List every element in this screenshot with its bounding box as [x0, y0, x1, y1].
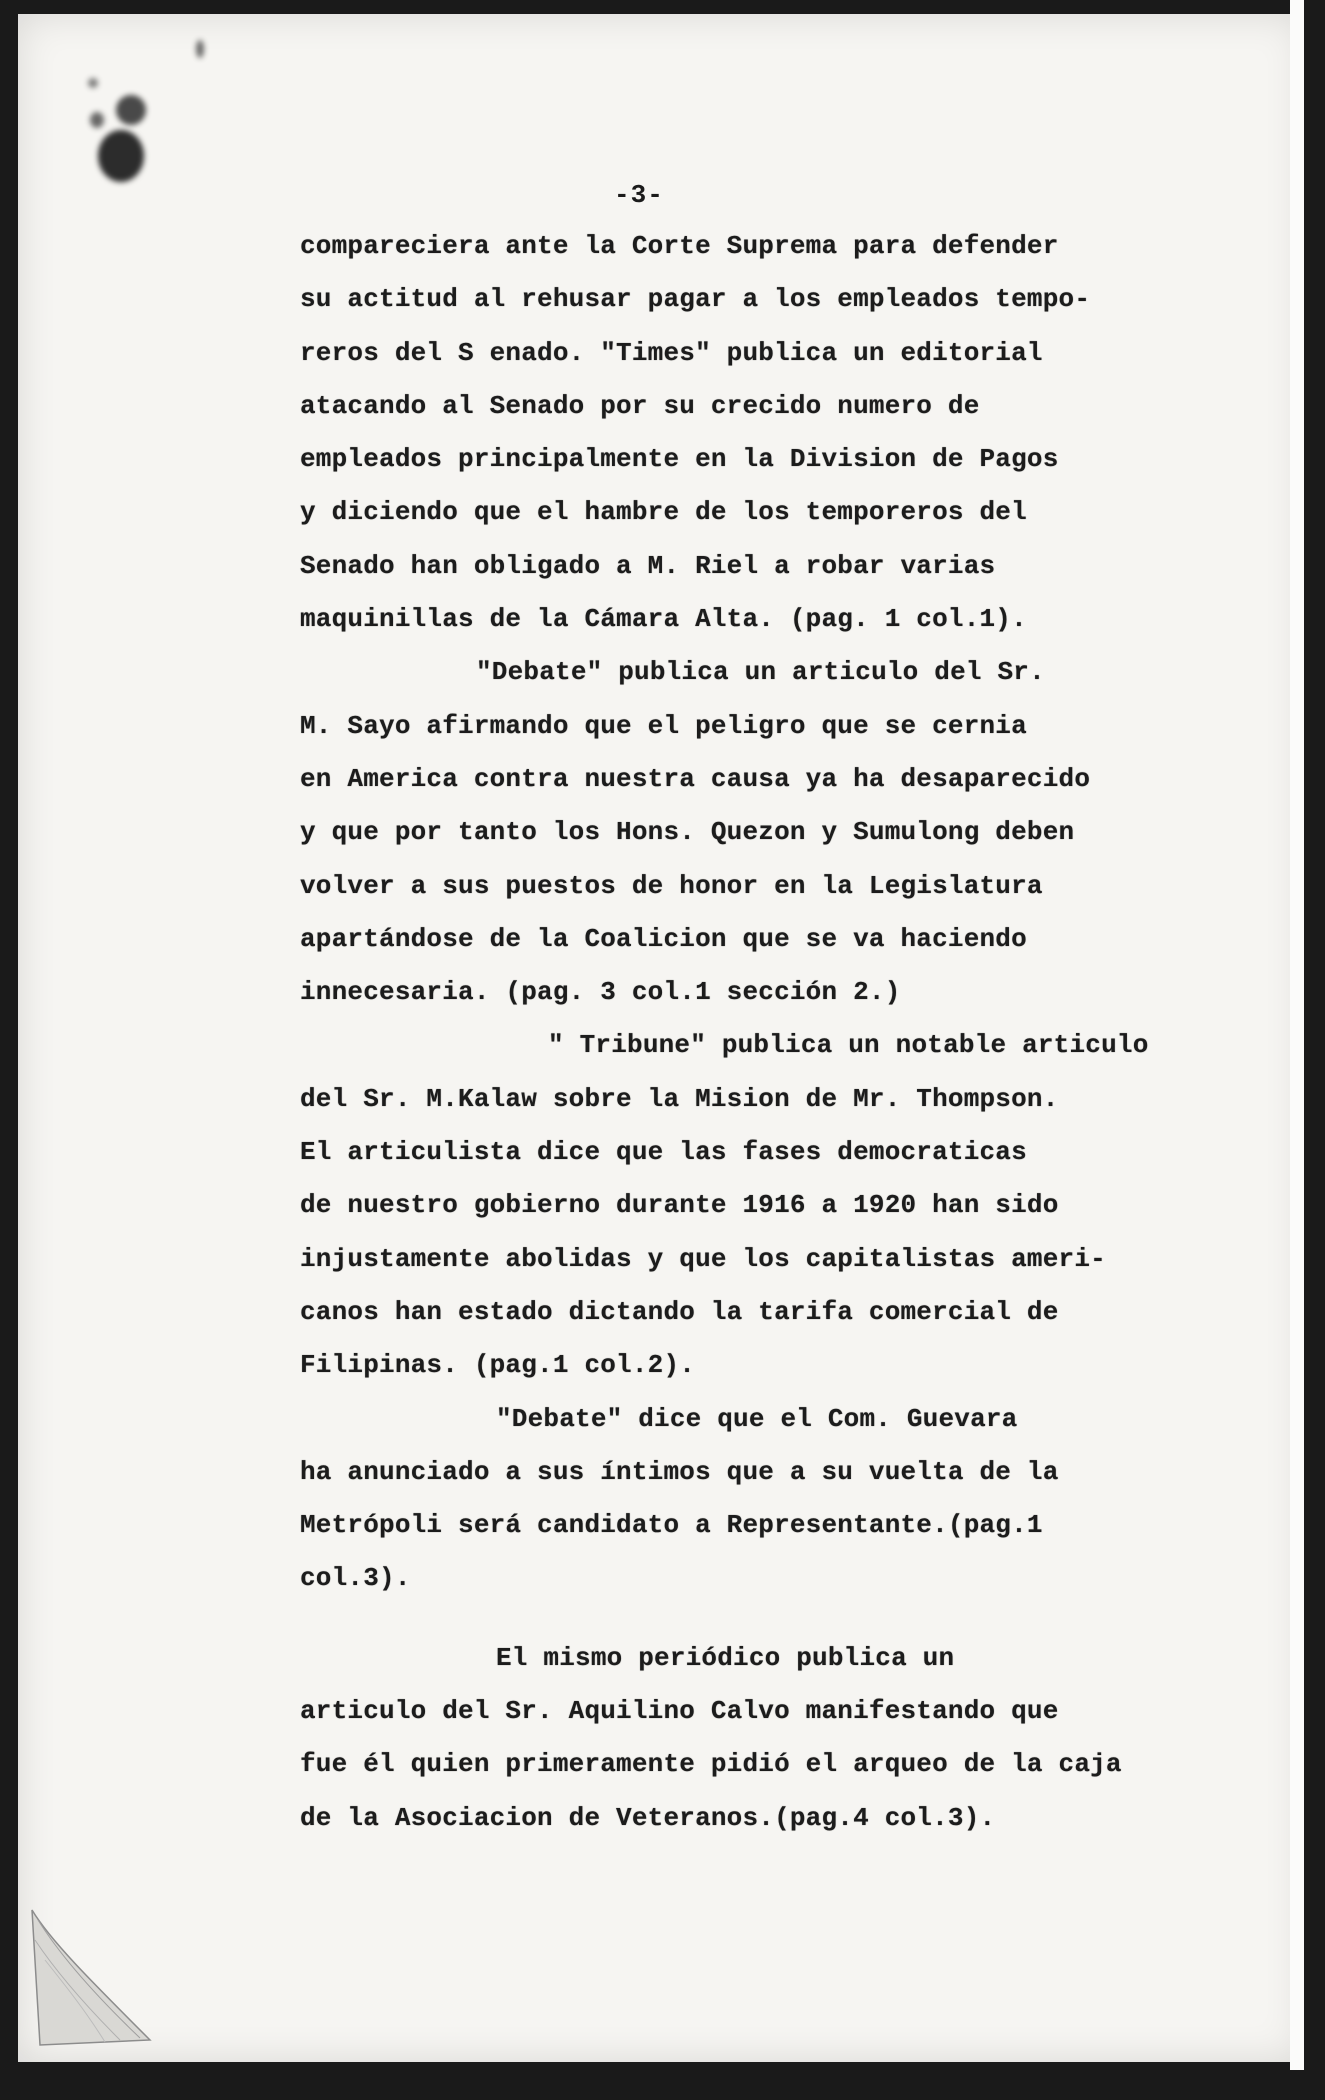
text-line: volver a sus puestos de honor en la Legislatura	[300, 870, 1043, 901]
text-line: del Sr. M.Kalaw sobre la Mision de Mr. Thompson.	[300, 1083, 1059, 1114]
text-line: articulo del Sr. Aquilino Calvo manifestando que	[300, 1696, 1059, 1727]
text-line: ha anunciado a sus íntimos que a su vuelta de la	[300, 1456, 1059, 1487]
text-line: El articulista dice que las fases democraticas	[300, 1137, 1027, 1168]
paragraph-start-line: " Tribune" publica un notable articulo	[548, 1030, 1149, 1061]
paragraph-start-line: "Debate" dice que el Com. Guevara	[496, 1403, 1018, 1434]
ink-blot	[88, 78, 98, 88]
text-line: innecesaria. (pag. 3 col.1 sección 2.)	[300, 977, 901, 1008]
text-line: col.3).	[300, 1563, 411, 1594]
text-line: de la Asociacion de Veteranos.(pag.4 col.3).	[300, 1802, 996, 1833]
text-line: fue él quien primeramente pidió el arqueo de la caja	[300, 1749, 1122, 1780]
text-line: de nuestro gobierno durante 1916 a 1920 han sido	[300, 1190, 1059, 1221]
text-line: compareciera ante la Corte Suprema para defender	[300, 231, 1059, 261]
text-line: Metrópoli será candidato a Representante.(pag.1	[300, 1510, 1043, 1541]
paragraph-start-line: "Debate" publica un articulo del Sr.	[476, 657, 1045, 688]
text-line: atacando al Senado por su crecido numero de	[300, 390, 980, 421]
paper-edge	[1290, 0, 1304, 2070]
ink-blot	[98, 130, 144, 182]
ink-blot	[90, 112, 104, 128]
text-line: y que por tanto los Hons. Quezon y Sumulong deben	[300, 817, 1075, 848]
ink-blot	[196, 40, 204, 58]
typewritten-body	[300, 226, 1180, 1851]
paragraph-start-line: El mismo periódico publica un	[496, 1642, 955, 1673]
text-line: maquinillas de la Cámara Alta. (pag. 1 col.1).	[300, 604, 1027, 635]
text-line: en America contra nuestra causa ya ha desaparecido	[300, 763, 1091, 794]
text-line: reros del S enado. "Times" publica un editorial	[300, 337, 1043, 368]
paragraph-gap	[300, 1612, 1180, 1638]
text-line: injustamente abolidas y que los capitalistas ameri-	[300, 1243, 1106, 1274]
text-line: canos han estado dictando la tarifa comercial de	[300, 1296, 1059, 1327]
text-line: M. Sayo afirmando que el peligro que se cernia	[300, 710, 1027, 741]
text-line: Senado han obligado a M. Riel a robar varias	[300, 550, 996, 581]
text-line: y diciendo que el hambre de los temporeros del	[300, 497, 1027, 528]
ink-blot	[116, 95, 146, 125]
page-number: -3-	[614, 180, 664, 210]
folded-corner	[30, 1900, 160, 2050]
text-line: su actitud al rehusar pagar a los empleados tempo-	[300, 284, 1091, 315]
text-line: empleados principalmente en la Division de Pagos	[300, 444, 1059, 475]
text-line: apartándose de la Coalicion que se va haciendo	[300, 923, 1027, 954]
text-line: Filipinas. (pag.1 col.2).	[300, 1350, 696, 1381]
